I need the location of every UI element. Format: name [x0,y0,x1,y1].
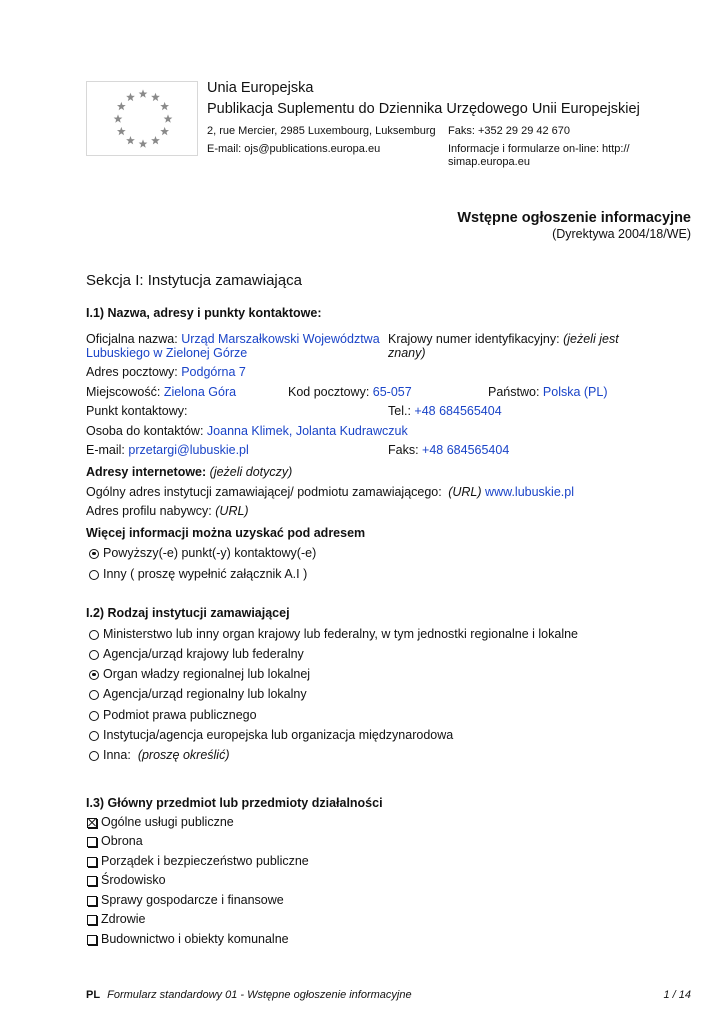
option-label: Zdrowie [101,912,146,926]
footer-form: Formularz standardowy 01 - Wstępne ogłoszenie informacyjne [107,989,412,1001]
star-icon [164,114,173,122]
postcode-label: Kod pocztowy: [288,385,370,399]
activity-option[interactable] [87,892,284,909]
star-icon [114,114,123,122]
activity-option[interactable] [87,872,166,889]
fax-field [388,442,509,459]
radio-icon[interactable] [89,690,99,700]
footer-lang: PL [86,989,101,1001]
radio-icon[interactable] [89,711,99,721]
official-name-label: Oficjalna nazwa: [86,332,178,346]
general-address-link[interactable]: www.lubuskie.pl [485,485,574,499]
option-label: Powyższy(-e) punkt(-y) kontaktowy(-e) [103,546,317,560]
header-publication: Publikacja Suplementu do Dziennika Urzędowego Unii Europejskiej [207,101,640,117]
option-label: Środowisko [101,873,166,887]
header-info-line2: simap.europa.eu [448,156,530,168]
option-label: Instytucja/agencja europejska lub organizacja międzynarodowa [103,728,454,742]
checkbox-icon[interactable] [87,935,97,945]
star-icon [117,127,126,135]
activity-option[interactable] [87,911,145,928]
buyer-profile-url-label: (URL) [215,504,249,518]
radio-icon[interactable] [89,549,99,559]
checkbox-icon[interactable] [87,857,97,867]
checkbox-icon[interactable] [87,818,97,828]
star-icon [151,136,160,144]
tel-field [388,403,502,420]
national-id-label: Krajowy numer identyfikacyjny: [388,332,560,346]
option-label: Obrona [101,834,143,848]
radio-icon[interactable] [89,630,99,640]
option-label: Inna: [103,748,131,762]
checkbox-icon[interactable] [87,896,97,906]
internet-label: Adresy internetowe: [86,465,207,479]
star-icon [126,136,135,144]
radio-icon[interactable] [89,650,99,660]
option-label: Ministerstwo lub inny organ krajowy lub federalny, w tym jednostki regionalne i lokalne [103,627,578,641]
header-fax: Faks: +352 29 29 42 670 [448,125,571,137]
header-org: Unia Europejska [207,80,314,96]
footer-page: 1 / 14 [663,989,691,1001]
option-label: Agencja/urząd regionalny lub lokalny [103,687,307,701]
activity-option[interactable] [87,833,143,850]
national-id-note-line2: znany) [388,346,426,360]
country-value: Polska (PL) [542,385,608,399]
city-field [86,384,236,401]
internet-addresses [86,464,292,481]
national-id-note: (jeżeli jest [563,332,619,346]
star-icon [139,89,148,97]
activity-option[interactable] [87,931,289,948]
postcode-value: 65-057 [372,385,412,399]
postal-address-label: Adres pocztowy: [86,365,178,379]
radio-icon[interactable] [89,670,99,680]
i1-heading: I.1) Nazwa, adresy i punkty kontaktowe: [86,306,322,320]
checkbox-icon[interactable] [87,915,97,925]
star-icon [151,93,160,101]
official-name-value-line2: Lubuskiego w Zielonej Górze [86,346,248,360]
general-address-label: Ogólny adres instytucji zamawiającej/ podmiotu zamawiającego: [86,485,442,499]
star-icon [160,102,169,110]
buyer-profile-field [86,503,249,520]
country-label: Państwo: [488,385,540,399]
star-icon [160,127,169,135]
authority-type-option[interactable] [89,646,304,663]
authority-type-option[interactable] [89,707,257,724]
authority-type-option[interactable] [89,626,578,643]
star-icon [139,139,148,147]
contact-person-label: Osoba do kontaktów: [86,424,204,438]
star-icon [126,93,135,101]
tel-value: +48 684565404 [414,404,502,418]
fax-label: Faks: [388,443,419,457]
internet-note: (jeżeli dotyczy) [209,465,293,479]
postal-address-field [86,364,246,381]
postcode-field [288,384,412,401]
option-label: Sprawy gospodarcze i finansowe [101,893,284,907]
option-label: Inny ( proszę wypełnić załącznik A.I ) [103,567,308,581]
notice-directive: (Dyrektywa 2004/18/WE) [552,227,691,241]
email-field [86,442,249,459]
option-label: Porządek i bezpieczeństwo publiczne [101,854,309,868]
option-label: Podmiot prawa publicznego [103,708,257,722]
contact-point-label: Punkt kontaktowy: [86,404,188,418]
eu-flag-logo [86,81,198,156]
email-value[interactable]: przetargi@lubuskie.pl [128,443,249,457]
option-label: Ogólne usługi publiczne [101,815,234,829]
activity-option[interactable] [87,853,309,870]
section-heading: Sekcja I: Instytucja zamawiająca [86,272,302,289]
contact-person-field [86,423,408,440]
authority-type-option[interactable] [89,747,230,764]
official-name-value: Urząd Marszałkowski Województwa [181,332,380,346]
header-email: E-mail: ojs@publications.europa.eu [207,143,381,155]
checkbox-icon[interactable] [87,837,97,847]
tel-label: Tel.: [388,404,411,418]
radio-icon[interactable] [89,570,99,580]
checkbox-icon[interactable] [87,876,97,886]
i2-heading: I.2) Rodzaj instytucji zamawiającej [86,606,290,620]
contact-person-value: Joanna Klimek, Jolanta Kudrawczuk [206,424,408,438]
postal-address-value: Podgórna 7 [181,365,246,379]
buyer-profile-label: Adres profilu nabywcy: [86,504,212,518]
more-info-option[interactable] [89,545,316,562]
country-field [488,384,608,401]
authority-type-option[interactable] [89,727,453,744]
fax-value: +48 684565404 [422,443,510,457]
option-label: Budownictwo i obiekty komunalne [101,932,289,946]
authority-type-option[interactable] [89,686,307,703]
option-note: (proszę określić) [137,748,230,762]
option-label: Organ władzy regionalnej lub lokalnej [103,667,311,681]
header-info-line1: Informacje i formularze on-line: http:// [448,143,630,155]
more-info-heading: Więcej informacji można uzyskać pod adresem [86,526,366,540]
activity-option[interactable] [87,814,234,831]
notice-title: Wstępne ogłoszenie informacyjne [457,210,691,226]
general-address-url-label: (URL) [448,485,482,499]
city-label: Miejscowość: [86,385,161,399]
header-address: 2, rue Mercier, 2985 Luxembourg, Luksemburg [207,125,436,137]
radio-icon[interactable] [89,731,99,741]
footer-form-info [86,988,412,1002]
city-value: Zielona Góra [163,385,237,399]
authority-type-option[interactable] [89,666,310,683]
option-label: Agencja/urząd krajowy lub federalny [103,647,304,661]
general-address-field [86,484,574,501]
star-icon [117,102,126,110]
radio-icon[interactable] [89,751,99,761]
i3-heading: I.3) Główny przedmiot lub przedmioty działalności [86,796,383,810]
email-label: E-mail: [86,443,125,457]
more-info-option[interactable] [89,566,307,583]
